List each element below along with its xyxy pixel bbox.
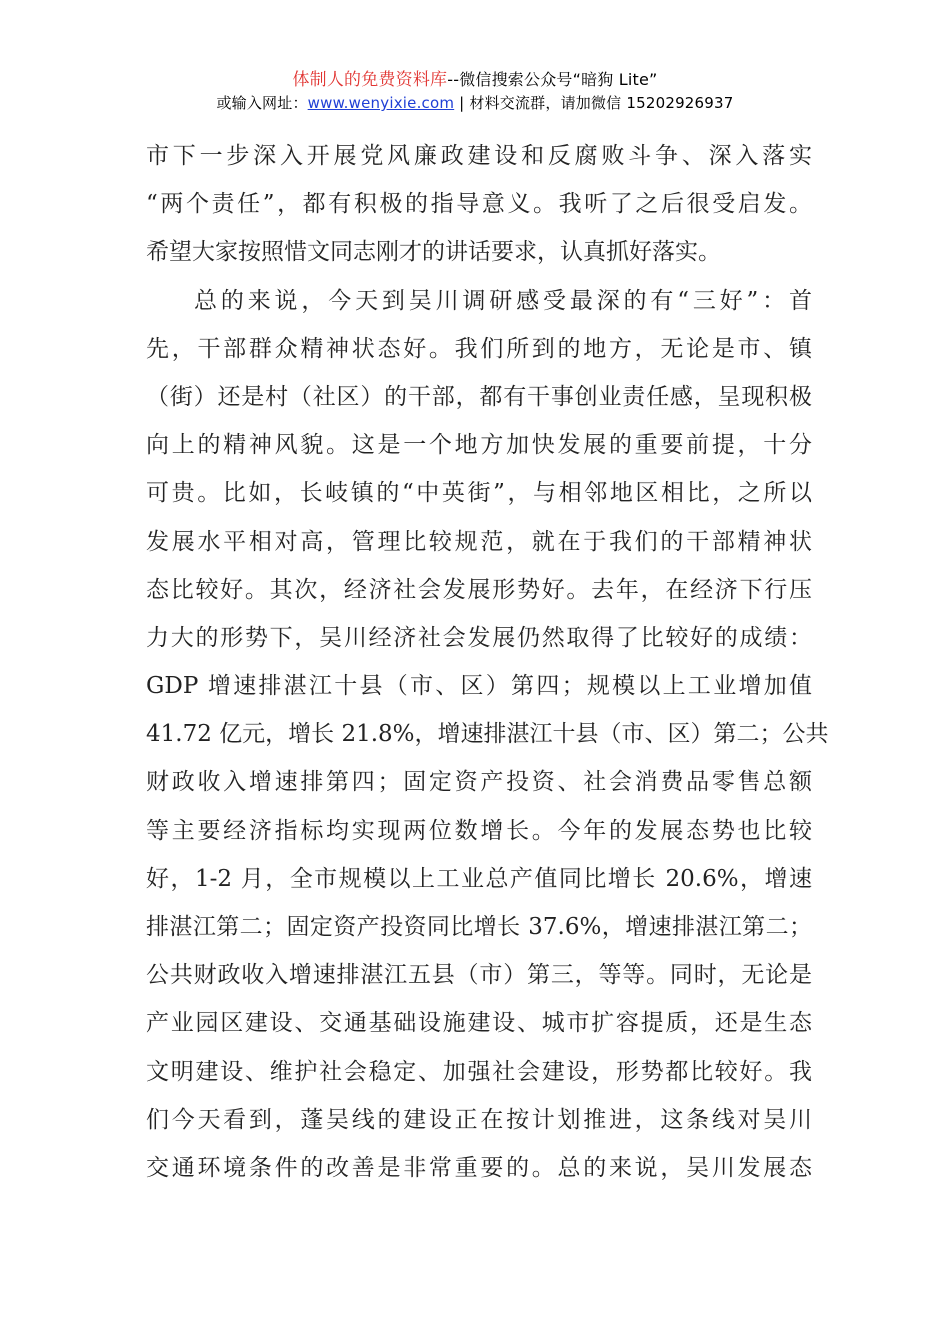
text-line: 希望大家按照惜文同志刚才的讲话要求，认真抓好落实。 <box>146 239 721 266</box>
document-body <box>146 132 829 1192</box>
text-line: 好，1-2 月，全市规模以上工业总产值同比增长 20.6%，增速 <box>146 865 812 892</box>
header-website-prefix: 或输入网址： <box>216 94 308 112</box>
header-website-link[interactable]: www.wenyixie.com <box>307 94 455 112</box>
text-line: 等主要经济指标均实现两位数增长。今年的发展态势也比较 <box>146 817 812 844</box>
text-line: 市下一步深入开展党风廉政建设和反腐败斗争、深入落实 <box>146 143 812 169</box>
text-line: 力大的形势下，吴川经济社会发展仍然取得了比较好的成绩： <box>146 624 812 651</box>
paragraph-first-line: 总的来说，今天到吴川调研感受最深的有“三好”：首 <box>194 287 812 314</box>
text-line: 可贵。比如，长岐镇的“中英街”，与相邻地区相比，之所以 <box>146 480 812 507</box>
header-promo-line <box>0 70 950 90</box>
text-line: 交通环境条件的改善是非常重要的。总的来说，吴川发展态 <box>146 1154 812 1181</box>
text-line: 先，干部群众精神状态好。我们所到的地方，无论是市、镇 <box>146 335 812 362</box>
text-line: 41.72 亿元，增长 21.8%，增速排湛江十县（市、区）第二；公共 <box>146 721 829 748</box>
page-header <box>0 70 950 113</box>
text-line: 财政收入增速排第四；固定资产投资、社会消费品零售总额 <box>146 769 812 796</box>
header-promo: --微信搜索公众号“暗狗 Lite” <box>447 70 658 89</box>
text-line: （街）还是村（社区）的干部，都有干事创业责任感，呈现积极 <box>146 383 812 410</box>
text-line: 文明建设、维护社会稳定、加强社会建设，形势都比较好。我 <box>146 1058 812 1085</box>
text-line: 态比较好。其次，经济社会发展形势好。去年，在经济下行压 <box>146 576 812 603</box>
text-line: “两个责任”，都有积极的指导意义。我听了之后很受启发。 <box>146 191 812 218</box>
text-line: 们今天看到，蓬吴线的建设正在按计划推进，这条线对吴川 <box>146 1106 812 1133</box>
header-contact: | 材料交流群，请加微信 15202926937 <box>454 94 734 112</box>
text-line: 产业园区建设、交通基础设施建设、城市扩容提质，还是生态 <box>146 1010 812 1037</box>
header-brand: 体制人的免费资料库 <box>292 70 448 90</box>
text-line: 向上的精神风貌。这是一个地方加快发展的重要前提，十分 <box>146 432 812 459</box>
text-line: 排湛江第二；固定资产投资同比增长 37.6%，增速排湛江第二； <box>146 914 812 940</box>
text-line: 公共财政收入增速排湛江五县（市）第三，等等。同时，无论是 <box>146 962 812 989</box>
text-line: 发展水平相对高，管理比较规范，就在于我们的干部精神状 <box>146 528 812 555</box>
header-contact-line <box>0 93 950 113</box>
text-line: GDP 增速排湛江十县（市、区）第四；规模以上工业增加值 <box>146 673 812 700</box>
